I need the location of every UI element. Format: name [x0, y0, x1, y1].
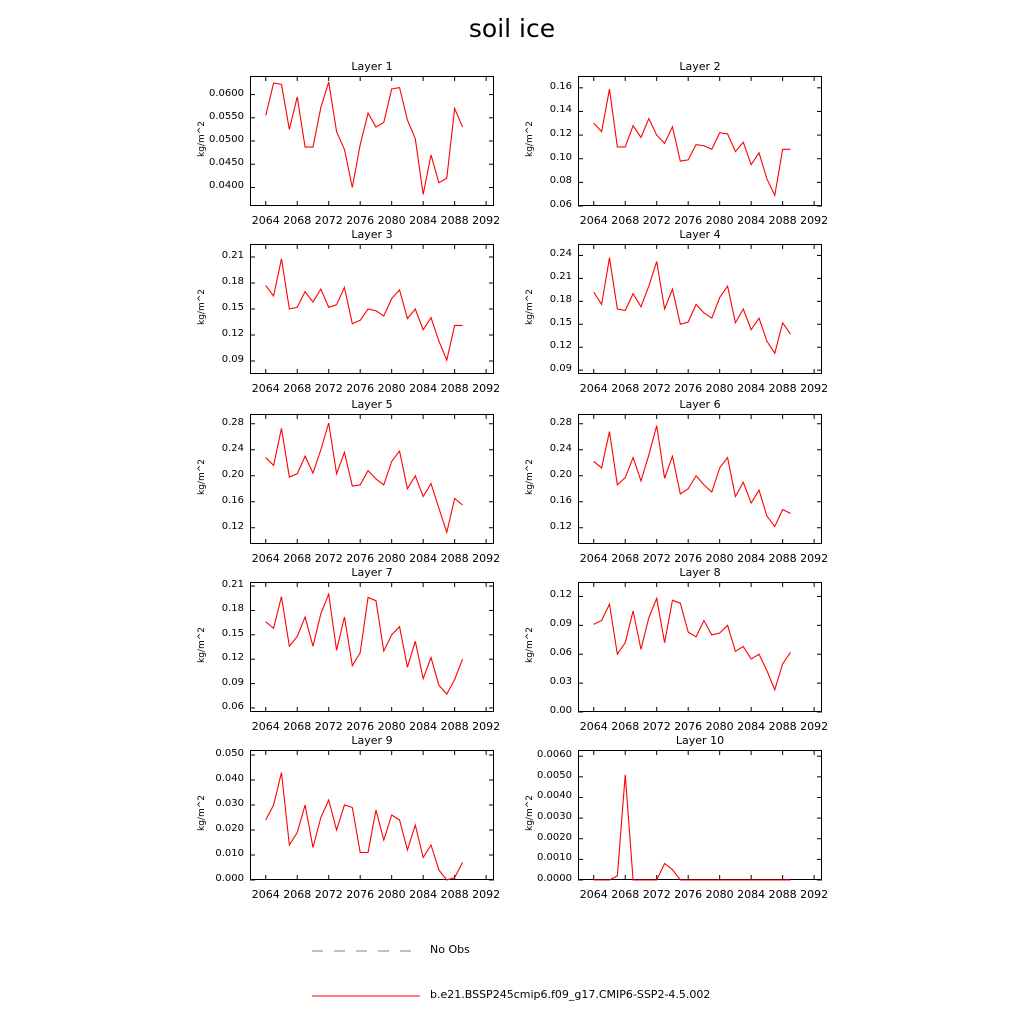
plot-area: [250, 750, 494, 880]
x-tick-label: 2072: [314, 382, 343, 395]
legend-model-run-swatch: [312, 994, 420, 998]
x-tick-label: 2076: [346, 552, 375, 565]
chart-panel: [525, 228, 829, 395]
chart-panel: [197, 734, 501, 901]
plot-area: [578, 76, 822, 206]
x-tick-label: 2080: [705, 888, 734, 901]
plot-area: [578, 750, 822, 880]
x-tick-label: 2068: [611, 214, 640, 227]
panel-title: Layer 4: [679, 228, 721, 241]
y-tick-label: 0.09: [549, 363, 572, 375]
y-tick-label: 0.0450: [209, 157, 244, 169]
y-tick-label: 0.20: [221, 468, 244, 480]
x-tick-label: 2084: [737, 552, 766, 565]
x-tick-label: 2092: [472, 888, 501, 901]
y-axis-label: kg/m^2: [525, 627, 535, 663]
y-tick-label: 0.0020: [537, 831, 572, 843]
y-tick-label: 0.24: [549, 442, 572, 454]
data-series-line: [594, 598, 791, 689]
chart-panel: [197, 566, 501, 733]
y-tick-label: 0.14: [549, 104, 572, 116]
x-tick-label: 2064: [579, 214, 608, 227]
y-tick-label: 0.12: [549, 128, 572, 140]
y-tick-label: 0.0060: [537, 749, 572, 761]
data-series-line: [266, 259, 463, 360]
x-tick-label: 2084: [737, 888, 766, 901]
x-tick-label: 2080: [377, 888, 406, 901]
x-tick-label: 2080: [705, 720, 734, 733]
y-tick-label: 0.15: [221, 302, 244, 313]
data-series-line: [266, 773, 463, 881]
x-tick-label: 2076: [346, 214, 375, 227]
x-tick-label: 2064: [579, 888, 608, 901]
y-axis-label: kg/m^2: [197, 795, 207, 831]
panel-title: Layer 1: [351, 60, 393, 73]
y-axis-label: kg/m^2: [197, 289, 207, 325]
x-tick-label: 2092: [472, 214, 501, 227]
x-tick-label: 2088: [768, 552, 797, 565]
x-tick-label: 2068: [611, 888, 640, 901]
x-tick-label: 2080: [705, 382, 734, 395]
x-tick-label: 2088: [440, 720, 469, 733]
data-series-line: [594, 258, 791, 354]
x-tick-label: 2064: [579, 552, 608, 565]
x-tick-label: 2072: [642, 552, 671, 565]
x-tick-label: 2084: [409, 382, 438, 395]
x-tick-label: 2080: [377, 720, 406, 733]
x-tick-label: 2068: [611, 382, 640, 395]
x-tick-label: 2080: [377, 552, 406, 565]
y-tick-label: 0.03: [549, 676, 572, 688]
x-tick-label: 2092: [800, 720, 829, 733]
y-tick-label: 0.0030: [537, 811, 572, 823]
data-series-line: [594, 775, 791, 880]
y-tick-label: 0.0010: [537, 852, 572, 864]
x-tick-label: 2084: [409, 720, 438, 733]
y-tick-label: 0.09: [221, 354, 244, 365]
y-tick-label: 0.0400: [209, 180, 244, 192]
chart-panel: [197, 60, 501, 227]
y-tick-label: 0.00: [549, 705, 572, 716]
x-tick-label: 2084: [409, 888, 438, 901]
data-series-line: [266, 82, 463, 194]
x-tick-label: 2064: [251, 552, 280, 565]
y-tick-label: 0.020: [215, 823, 244, 834]
x-tick-label: 2080: [377, 214, 406, 227]
y-tick-label: 0.16: [221, 494, 244, 506]
panel-title: Layer 2: [679, 60, 721, 73]
y-tick-label: 0.0600: [209, 87, 244, 99]
y-tick-label: 0.06: [549, 199, 572, 210]
y-tick-label: 0.21: [221, 250, 244, 261]
chart-panel: [525, 566, 829, 733]
y-tick-label: 0.24: [221, 442, 244, 454]
x-tick-label: 2076: [674, 552, 703, 565]
data-series-line: [594, 426, 791, 527]
panel-title: Layer 8: [679, 566, 721, 579]
y-axis-label: kg/m^2: [197, 459, 207, 495]
y-tick-label: 0.12: [221, 652, 244, 664]
y-tick-label: 0.0040: [537, 790, 572, 802]
plot-area: [578, 582, 822, 712]
x-tick-label: 2076: [346, 888, 375, 901]
x-tick-label: 2068: [283, 720, 312, 733]
legend-no-obs-label: No Obs: [430, 943, 470, 956]
x-tick-label: 2064: [579, 382, 608, 395]
x-tick-label: 2072: [642, 382, 671, 395]
x-tick-label: 2088: [440, 382, 469, 395]
x-tick-label: 2072: [314, 888, 343, 901]
x-tick-label: 2068: [283, 552, 312, 565]
x-tick-label: 2076: [674, 888, 703, 901]
y-tick-label: 0.0000: [537, 873, 572, 884]
y-tick-label: 0.08: [549, 175, 572, 187]
x-tick-label: 2072: [314, 552, 343, 565]
y-tick-label: 0.09: [221, 676, 244, 688]
y-tick-label: 0.12: [549, 340, 572, 352]
x-tick-label: 2092: [800, 552, 829, 565]
x-tick-label: 2072: [642, 720, 671, 733]
x-tick-label: 2088: [440, 552, 469, 565]
x-tick-label: 2088: [440, 214, 469, 227]
chart-panel: [525, 734, 829, 901]
y-tick-label: 0.28: [221, 416, 244, 428]
panel-title: Layer 6: [679, 398, 721, 411]
y-tick-label: 0.20: [549, 468, 572, 480]
x-tick-label: 2076: [346, 382, 375, 395]
y-tick-label: 0.28: [549, 416, 572, 428]
x-tick-label: 2080: [705, 214, 734, 227]
x-tick-label: 2064: [251, 214, 280, 227]
y-tick-label: 0.10: [549, 151, 572, 163]
panel-title: Layer 9: [351, 734, 393, 747]
y-tick-label: 0.18: [549, 294, 572, 306]
x-tick-label: 2068: [611, 552, 640, 565]
x-tick-label: 2064: [579, 720, 608, 733]
plot-area: [578, 414, 822, 544]
x-tick-label: 2068: [283, 382, 312, 395]
chart-panel: [525, 398, 829, 565]
y-tick-label: 0.040: [215, 773, 244, 784]
x-tick-label: 2092: [800, 382, 829, 395]
y-tick-label: 0.15: [221, 627, 244, 639]
x-tick-label: 2092: [472, 382, 501, 395]
x-tick-label: 2080: [705, 552, 734, 565]
x-tick-label: 2088: [440, 888, 469, 901]
x-tick-label: 2088: [768, 888, 797, 901]
plot-area: [250, 244, 494, 374]
plot-area: [578, 244, 822, 374]
y-axis-label: kg/m^2: [525, 289, 535, 325]
y-axis-label: kg/m^2: [197, 627, 207, 663]
y-tick-label: 0.15: [549, 317, 572, 329]
x-tick-label: 2088: [768, 382, 797, 395]
x-tick-label: 2092: [800, 214, 829, 227]
y-tick-label: 0.18: [221, 603, 244, 615]
x-tick-label: 2072: [642, 214, 671, 227]
panel-title: Layer 10: [675, 734, 725, 747]
data-series-line: [266, 594, 463, 694]
y-tick-label: 0.12: [221, 328, 244, 339]
x-tick-label: 2076: [674, 214, 703, 227]
y-tick-label: 0.06: [549, 647, 572, 659]
y-axis-label: kg/m^2: [197, 121, 207, 157]
x-tick-label: 2092: [472, 720, 501, 733]
y-axis-label: kg/m^2: [525, 795, 535, 831]
x-tick-label: 2092: [800, 888, 829, 901]
y-tick-label: 0.06: [221, 700, 244, 712]
y-tick-label: 0.09: [549, 618, 572, 630]
plot-area: [250, 414, 494, 544]
x-tick-label: 2088: [768, 720, 797, 733]
data-series-line: [594, 89, 791, 195]
y-tick-label: 0.0500: [209, 134, 244, 145]
x-tick-label: 2084: [737, 214, 766, 227]
x-tick-label: 2064: [251, 720, 280, 733]
x-tick-label: 2068: [283, 888, 312, 901]
plot-area: [250, 76, 494, 206]
y-tick-label: 0.000: [215, 873, 244, 884]
y-tick-label: 0.18: [221, 276, 244, 287]
panel-title: Layer 3: [351, 228, 393, 241]
x-tick-label: 2072: [642, 888, 671, 901]
x-tick-label: 2092: [472, 552, 501, 565]
y-axis-label: kg/m^2: [525, 459, 535, 495]
x-tick-label: 2088: [768, 214, 797, 227]
x-tick-label: 2084: [737, 382, 766, 395]
x-tick-label: 2064: [251, 382, 280, 395]
x-tick-label: 2076: [674, 720, 703, 733]
x-tick-label: 2084: [737, 720, 766, 733]
chart-panel: [197, 398, 501, 565]
y-tick-label: 0.21: [549, 271, 572, 283]
x-tick-label: 2084: [409, 552, 438, 565]
data-series-line: [266, 423, 463, 532]
y-tick-label: 0.21: [221, 579, 244, 591]
x-tick-label: 2072: [314, 720, 343, 733]
y-axis-label: kg/m^2: [525, 121, 535, 157]
panel-title: Layer 7: [351, 566, 393, 579]
x-tick-label: 2068: [283, 214, 312, 227]
y-tick-label: 0.24: [549, 248, 572, 260]
y-tick-label: 0.010: [215, 848, 244, 859]
y-tick-label: 0.12: [549, 589, 572, 601]
y-tick-label: 0.16: [549, 80, 572, 92]
x-tick-label: 2076: [346, 720, 375, 733]
y-tick-label: 0.16: [549, 494, 572, 506]
y-tick-label: 0.030: [215, 798, 244, 809]
y-tick-label: 0.050: [215, 748, 244, 759]
legend-model-run-label: b.e21.BSSP245cmip6.f09_g17.CMIP6-SSP2-4.5.002: [430, 988, 711, 1001]
y-tick-label: 0.0050: [537, 769, 572, 781]
x-tick-label: 2072: [314, 214, 343, 227]
plot-area: [250, 582, 494, 712]
chart-panel: [525, 60, 829, 227]
x-tick-label: 2068: [611, 720, 640, 733]
x-tick-label: 2084: [409, 214, 438, 227]
figure-title: soil ice: [468, 14, 556, 43]
legend-no-obs-swatch: [312, 949, 420, 953]
x-tick-label: 2080: [377, 382, 406, 395]
x-tick-label: 2064: [251, 888, 280, 901]
y-tick-label: 0.0550: [209, 110, 244, 122]
y-tick-label: 0.12: [221, 520, 244, 532]
panel-title: Layer 5: [351, 398, 393, 411]
chart-panel: [197, 228, 501, 395]
x-tick-label: 2076: [674, 382, 703, 395]
y-tick-label: 0.12: [549, 520, 572, 532]
